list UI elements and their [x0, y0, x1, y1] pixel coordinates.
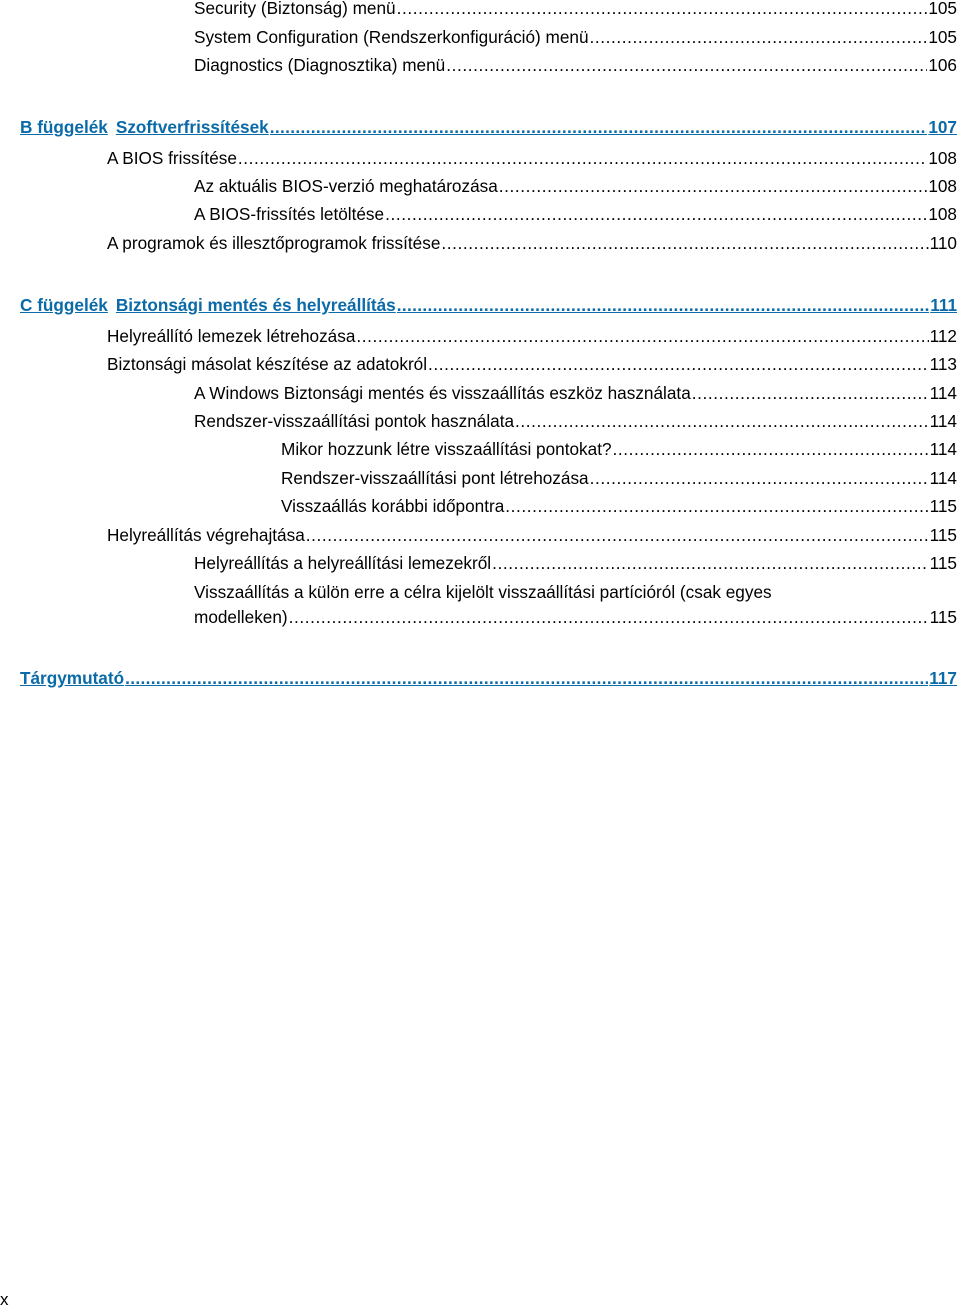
toc-page-number: 106	[928, 55, 957, 75]
toc-entry-title: System Configuration (Rendszerkonfiguráció) menü	[194, 27, 589, 47]
toc-page-number: 113	[929, 354, 957, 374]
toc-entry-line2	[194, 605, 957, 630]
toc-leader	[356, 324, 928, 348]
toc-entry[interactable]	[281, 466, 957, 490]
toc-entry-title: A BIOS frissítése	[107, 148, 237, 168]
toc-index[interactable]	[20, 666, 957, 690]
toc-entry-title: A Windows Biztonsági mentés és visszaállítás eszköz használata	[194, 383, 691, 403]
toc-entry-title-line1: Visszaállítás a külön erre a célra kijelölt visszaállítási partícióról (csak egyes	[194, 582, 772, 602]
toc-leader	[397, 293, 929, 317]
toc-entry-title: Az aktuális BIOS-verzió meghatározása	[194, 176, 498, 196]
toc-leader	[692, 381, 929, 405]
toc-entry-title: Diagnostics (Diagnosztika) menü	[194, 55, 446, 75]
toc-entry[interactable]	[107, 523, 957, 547]
toc-page-number: 105	[928, 27, 957, 47]
index-title: Tárgymutató	[20, 668, 125, 688]
toc-page-number: 114	[929, 439, 957, 459]
toc-leader	[446, 53, 927, 77]
toc-entry-multiline[interactable]	[194, 580, 957, 630]
appendix-name: Szoftverfrissítések	[115, 117, 269, 137]
toc-leader	[613, 437, 929, 461]
appendix-label: B függelék	[20, 117, 108, 137]
toc-entry-title: Biztonsági másolat készítése az adatokról	[107, 354, 428, 374]
toc-leader	[499, 174, 928, 198]
toc-page-number: 114	[929, 383, 957, 403]
toc-page-number: 115	[929, 496, 957, 516]
toc-entry[interactable]	[194, 53, 957, 77]
appendix-name: Biztonsági mentés és helyreállítás	[115, 295, 396, 315]
toc-page-number: 110	[929, 233, 957, 253]
toc-page-number: 115	[929, 607, 957, 627]
toc-entry[interactable]	[194, 174, 957, 198]
toc-leader	[428, 352, 929, 376]
toc-page-number: 105	[928, 0, 957, 18]
toc-page-number: 108	[928, 176, 957, 196]
toc-entry[interactable]	[107, 146, 957, 170]
toc-leader	[397, 0, 928, 20]
toc-entry[interactable]	[281, 437, 957, 461]
toc-entry-title: Helyreállítás végrehajtása	[107, 525, 305, 545]
toc-leader	[289, 605, 929, 630]
toc-page-number: 115	[929, 553, 957, 573]
appendix-title	[20, 293, 396, 317]
appendix-label: C függelék	[20, 295, 108, 315]
toc-leader	[505, 494, 928, 518]
toc-page-number: 111	[930, 295, 957, 315]
toc-page-number: 107	[928, 117, 957, 137]
toc-entry-title: Helyreállítás a helyreállítási lemezekről	[194, 553, 492, 573]
toc-leader	[385, 202, 927, 226]
toc-entry[interactable]	[107, 324, 957, 348]
toc-leader	[238, 146, 927, 170]
toc-page-number: 112	[929, 326, 957, 346]
toc-entry-title: Mikor hozzunk létre visszaállítási pontokat?	[281, 439, 612, 459]
toc-entry-title: Rendszer-visszaállítási pontok használata	[194, 411, 515, 431]
toc-entry-title-line2: modelleken)	[194, 607, 288, 627]
toc-appendix-b[interactable]	[20, 115, 957, 139]
toc-page-number: 114	[929, 468, 957, 488]
toc-entry-title: Helyreállító lemezek létrehozása	[107, 326, 356, 346]
toc-leader	[125, 666, 928, 690]
toc-page-number: 115	[929, 525, 957, 545]
toc-entry[interactable]	[281, 494, 957, 518]
toc-entry-title: Rendszer-visszaállítási pont létrehozása	[281, 468, 589, 488]
toc-entry[interactable]	[194, 409, 957, 433]
toc-entry[interactable]	[194, 25, 957, 49]
toc-entry[interactable]	[107, 231, 957, 255]
toc-entry-title: Visszaállás korábbi időpontra	[281, 496, 505, 516]
toc-entry-title: A programok és illesztőprogramok frissítése	[107, 233, 441, 253]
toc-leader	[590, 25, 928, 49]
toc-leader	[515, 409, 929, 433]
toc-leader	[270, 115, 928, 139]
toc-appendix-c[interactable]	[20, 293, 957, 317]
toc-entry-title: A BIOS-frissítés letöltése	[194, 204, 385, 224]
toc-page-number: 114	[929, 411, 957, 431]
toc-entry[interactable]	[194, 381, 957, 405]
toc-leader	[306, 523, 929, 547]
toc-page-number: 108	[928, 148, 957, 168]
toc-entry-title: Security (Biztonság) menü	[194, 0, 396, 18]
toc-entry[interactable]	[194, 202, 957, 226]
toc-page-number: 117	[929, 668, 957, 688]
toc-leader	[492, 551, 929, 575]
page-number: x	[0, 1290, 9, 1309]
toc-entry[interactable]	[194, 0, 957, 20]
toc-leader	[441, 231, 928, 255]
toc-page-number: 108	[928, 204, 957, 224]
appendix-title	[20, 115, 269, 139]
toc-entry[interactable]	[194, 551, 957, 575]
toc-leader	[590, 466, 929, 490]
toc-entry[interactable]	[107, 352, 957, 376]
